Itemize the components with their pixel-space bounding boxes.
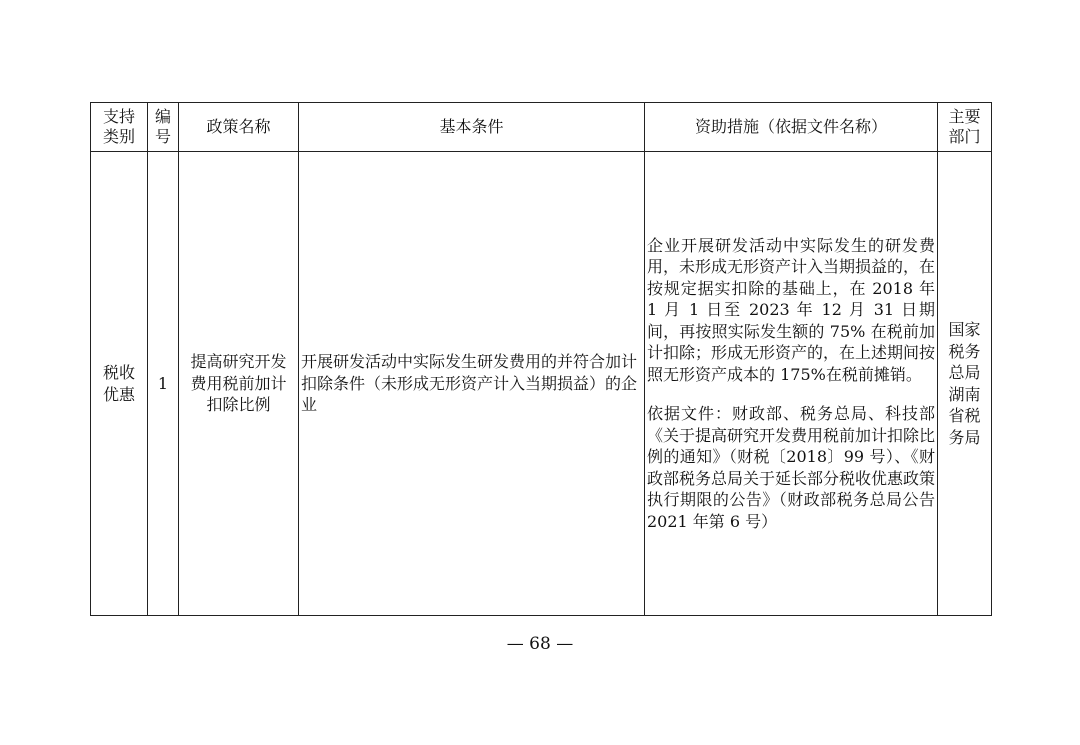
header-number: 编 号 [148,103,179,152]
policy-table [90,102,992,616]
header-policy-name: 政策名称 [179,103,299,152]
page-number: — 68 — [506,634,574,654]
cell-number: 1 [148,152,179,616]
cell-policy-name: 提高研究开发 费用税前加计 扣除比例 [179,152,299,616]
measures-text: 企业开展研发活动中实际发生的研发费用，未形成无形资产计入当期损益的，在按规定据实扣除的基础上，在 2018 年 1 月 1 日至 2023 年 12 月 31 日期间，再按照实际发生额的 75% 在税前加计扣除；形成无形资产的，在上述期间按照无形资产成本的 175%在税前摊销。 [647,235,936,384]
cell-category: 税收 优惠 [91,152,148,616]
cell-conditions: 开展研发活动中实际发生研发费用的并符合加计扣除条件（未形成无形资产计入当期损益）的企业 [299,152,645,616]
basis-documents-text: 依据文件：财政部、税务总局、科技部《关于提高研究开发费用税前加计扣除比例的通知》（财税〔2018〕99 号）、《财政部税务总局关于延长部分税收优惠政策执行期限的公告》（财政部税务总局公告 2021 年第 6 号） [647,404,936,531]
header-basic-conditions: 基本条件 [299,103,645,152]
table-header-row [91,103,992,152]
cell-department: 国家 税务 总局 湖南 省税 务局 [938,152,992,616]
header-support-measures: 资助措施（依据文件名称） [645,103,938,152]
table-row [91,152,992,616]
header-main-department: 主要 部门 [938,103,992,152]
cell-measures [645,152,938,616]
header-support-category: 支持 类别 [91,103,148,152]
